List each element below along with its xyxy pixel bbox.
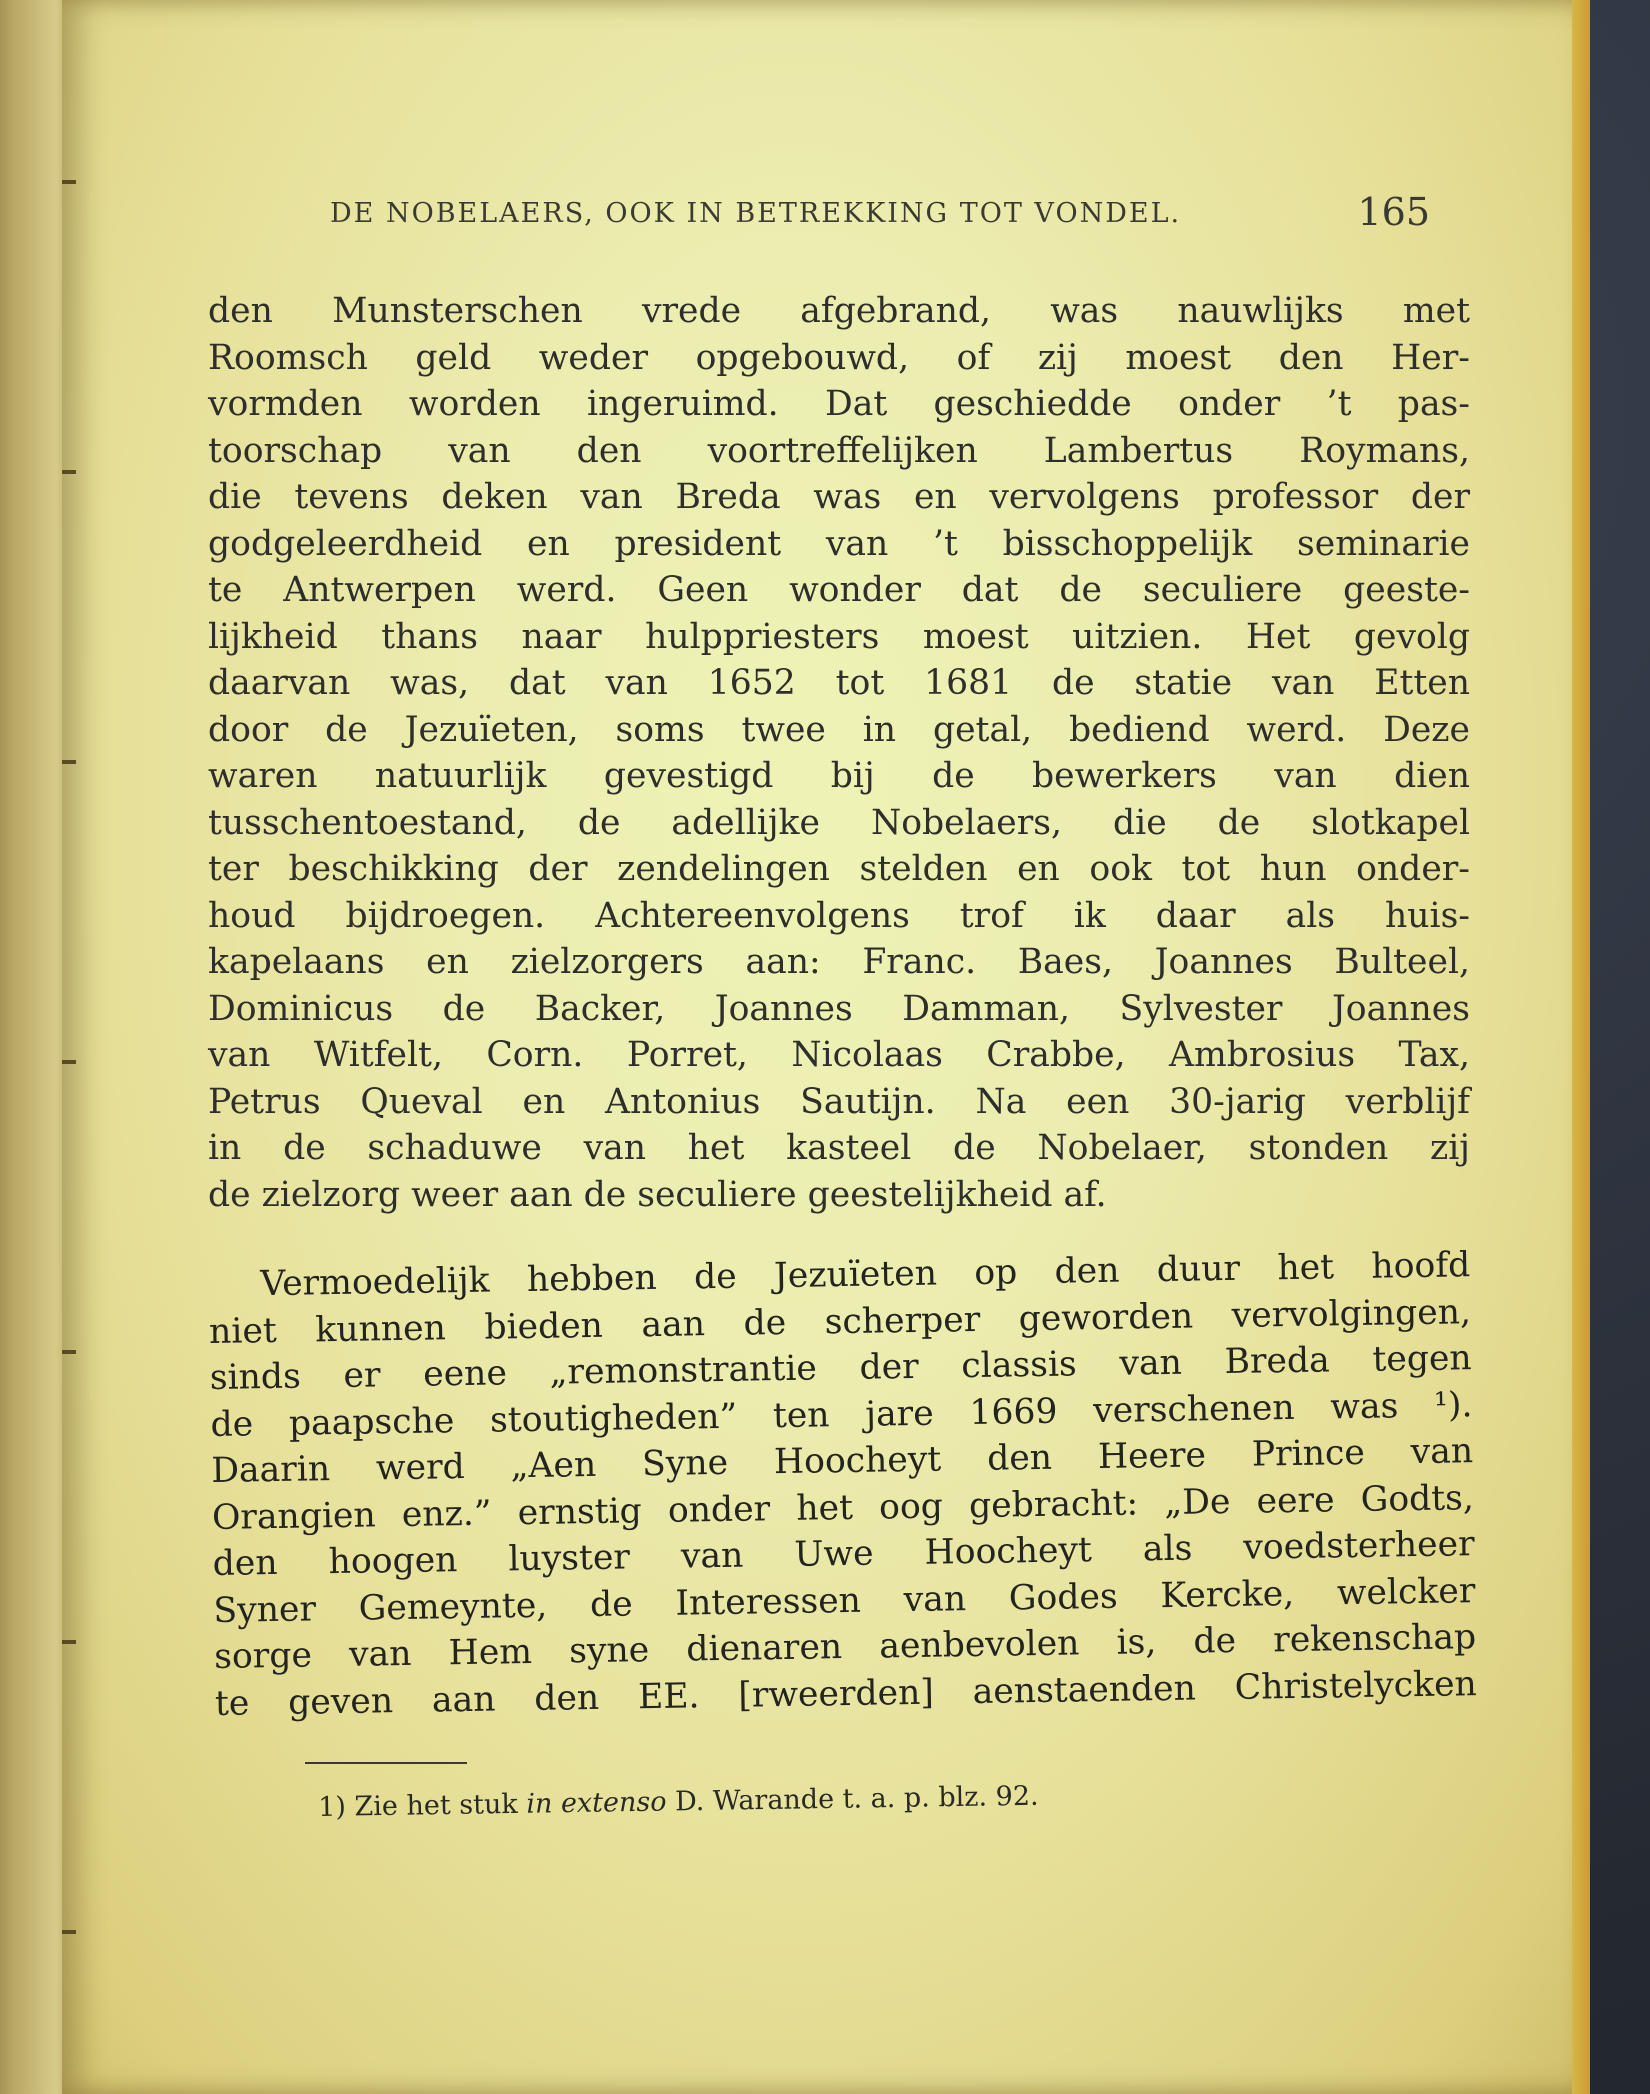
text-line: Petrus Queval en Antonius Sautijn. Na een 30-jarig verblijf	[208, 1081, 1470, 1122]
binding-stitch	[62, 1060, 76, 1064]
text-line: den Munsterschen vrede afgebrand, was nauwlijks met	[208, 291, 1470, 331]
binding-stitch	[62, 470, 76, 474]
text-line: Dominicus de Backer, Joannes Damman, Sylvester Joannes	[208, 988, 1470, 1029]
text-line: sorge van Hem syne dienaren aenbevolen is, de rekenschap	[213, 1617, 1477, 1677]
text-line: Orangien enz.” ernstig onder het oog gebracht: „De eere Godts,	[211, 1477, 1475, 1538]
text-line: de zielzorg weer aan de seculiere geestelijkheid af.	[208, 1174, 1107, 1215]
running-head: DE NOBELAERS, OOK IN BETREKKING TOT VONDEL.	[330, 198, 1182, 229]
text-line: houd bijdroegen. Achtereenvolgens trof ik daar als huis-	[208, 895, 1470, 936]
footnote-marker: 1) Zie het stuk	[318, 1788, 518, 1823]
text-line: Roomsch geld weder opgebouwd, of zij moest den Her-	[208, 337, 1470, 378]
paragraph-2	[208, 1242, 1477, 1727]
text-line: ter beschikking der zendelingen stelden en ook tot hun onder-	[208, 849, 1470, 889]
text-line: lijkheid thans naar hulppriesters moest uitzien. Het gevolg	[208, 616, 1470, 657]
binding-stitch	[62, 1640, 76, 1644]
text-line: te Antwerpen werd. Geen wonder dat de seculiere geeste-	[208, 570, 1470, 610]
footnote-italic: in extenso	[526, 1786, 667, 1820]
page-gilt-edge	[1572, 0, 1590, 2094]
text-line: sinds er eene „remonstrantie der classis van Breda tegen	[209, 1338, 1472, 1398]
text-line: den hoogen luyster van Uwe Hoocheyt als voedsterheer	[212, 1524, 1475, 1584]
text-line: godgeleerdheid en president van ’t bisschoppelijk seminarie	[208, 523, 1470, 564]
binding-stitch	[62, 760, 76, 764]
text-line: kapelaans en zielzorgers aan: Franc. Baes, Joannes Bulteel,	[208, 942, 1470, 982]
text-line: Syner Gemeynte, de Interessen van Godes Kercke, welcker	[213, 1570, 1476, 1631]
text-line: die tevens deken van Breda was en vervolgens professor der	[208, 477, 1470, 517]
footnote-rest: D. Warande t. a. p. blz. 92.	[674, 1780, 1039, 1818]
text-line: daarvan was, dat van 1652 tot 1681 de statie van Etten	[208, 663, 1470, 703]
text-line: niet kunnen bieden aan de scherper geworden vervolgingen,	[208, 1291, 1472, 1352]
text-line: waren natuurlijk gevestigd bij de bewerkers van dien	[208, 756, 1470, 796]
text-line: in de schaduwe van het kasteel de Nobelaer, stonden zij	[208, 1128, 1470, 1168]
text-line: toorschap van den voortreffelijken Lambertus Roymans,	[208, 430, 1470, 471]
page-header	[330, 190, 1430, 240]
binding-stitch	[62, 180, 76, 184]
binding-stitch	[62, 1350, 76, 1354]
paragraph-1	[208, 288, 1470, 1218]
text-line: de paapsche stoutigheden” ten jare 1669 verschenen was ¹).	[210, 1384, 1473, 1445]
page-number: 165	[1357, 190, 1430, 234]
text-line: vormden worden ingeruimd. Dat geschiedde onder ’t pas-	[208, 384, 1470, 424]
binding-stitch	[62, 1930, 76, 1934]
text-line: Daarin werd „Aen Syne Hoocheyt den Heere Prince van	[210, 1431, 1474, 1491]
text-line: te geven aan den EE. [rweerden] aenstaenden Christelycken	[214, 1663, 1478, 1724]
text-line: tusschentoestand, de adellijke Nobelaers, die de slotkapel	[208, 802, 1470, 843]
text-line: van Witfelt, Corn. Porret, Nicolaas Crabbe, Ambrosius Tax,	[208, 1035, 1470, 1075]
footnote-rule	[305, 1762, 467, 1764]
text-line: Vermoedelijk hebben de Jezuïeten op den duur het hoofd	[260, 1245, 1471, 1305]
text-line: door de Jezuïeten, soms twee in getal, bediend werd. Deze	[208, 709, 1470, 750]
